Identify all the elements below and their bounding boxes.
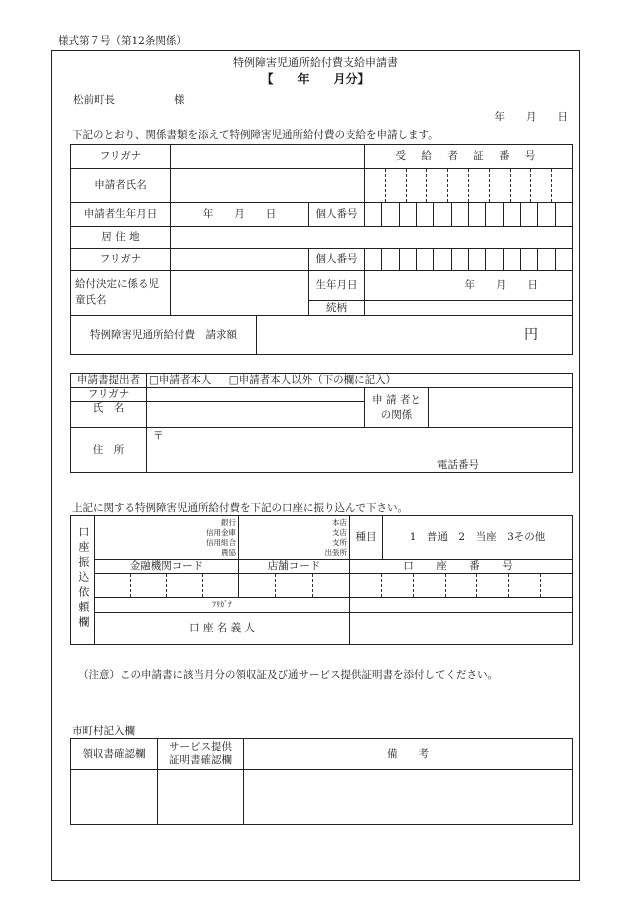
service-check-field[interactable]	[158, 770, 244, 825]
submitter-furigana-field[interactable]	[147, 388, 365, 402]
account-holder-field[interactable]	[350, 613, 573, 645]
bank-code-boxes[interactable]	[95, 574, 239, 598]
claim-amount-label: 特例障害児通所給付費 請求額	[71, 316, 257, 355]
account-number-label: 口 座 番 号	[350, 560, 573, 574]
submitter-furigana-label: フリガナ	[71, 388, 147, 402]
applicant-name-label: 申請者氏名	[71, 169, 171, 203]
child-furigana-label: フリガナ	[71, 249, 171, 271]
bank-intro: 上記に関する特例障害児通所給付費を下記の口座に振り込んで下さい。	[72, 502, 408, 514]
child-dob-field[interactable]: 年 月 日	[365, 271, 573, 301]
submitter-address-field[interactable]	[147, 428, 573, 473]
holder-furigana-field[interactable]	[350, 598, 573, 613]
address-field[interactable]	[171, 227, 573, 249]
intro-text: 下記のとおり、関係書類を添えて特例障害児通所給付費の支給を申請します。	[72, 129, 439, 141]
account-number-boxes[interactable]	[350, 574, 573, 598]
receipt-check-label: 領収書確認欄	[71, 739, 158, 770]
submitter-label: 申請書提出者	[71, 374, 147, 388]
phone-label: 電話番号	[437, 459, 479, 471]
attachment-note: （注意）この申請書に該当月分の領収証及び通サービス提供証明書を添付してください。	[78, 669, 498, 681]
service-check-label: サービス提供証明書確認欄	[158, 739, 244, 770]
municipal-section-title: 市町村記入欄	[72, 725, 135, 737]
remarks-label: 備 考	[244, 739, 573, 770]
holder-furigana-label: ﾌﾘｶﾞﾅ	[95, 598, 350, 613]
bank-name-field[interactable]: 銀行 信用金庫 信用組合 農協	[95, 516, 239, 560]
form-period: 【 年 月分】	[261, 72, 370, 86]
submitter-relation-label: 申 請 者との関係	[365, 388, 429, 428]
personal-number-label: 個人番号	[309, 203, 365, 227]
applicant-table	[70, 144, 573, 355]
submitter-relation-field[interactable]	[429, 388, 573, 428]
addressee: 松前町長	[73, 94, 115, 106]
relationship-field[interactable]	[365, 301, 573, 316]
remarks-field[interactable]	[244, 770, 573, 825]
child-personal-number-label: 個人番号	[309, 249, 365, 271]
form-number: 様式第７号（第12条関係）	[58, 35, 187, 47]
child-furigana-field[interactable]	[171, 249, 309, 271]
applicant-dob-label: 申請者生年月日	[71, 203, 171, 227]
furigana-label: フリガナ	[71, 145, 171, 169]
postal-mark: 〒	[153, 430, 164, 442]
recipient-number-boxes[interactable]	[365, 169, 573, 203]
form-title: 特例障害児通所給付費支給申請書	[233, 56, 398, 69]
child-dob-label: 生年月日	[309, 271, 365, 301]
submitter-name-field[interactable]	[147, 402, 365, 428]
branch-code-label: 店舗コード	[239, 560, 350, 574]
addressee-honorific: 様	[174, 94, 185, 106]
bank-side-label: 口座振込依頼欄	[71, 516, 95, 645]
branch-name-field[interactable]: 本店 支店 支所 出張所	[239, 516, 350, 560]
account-holder-label: 口 座 名 義 人	[95, 613, 350, 645]
municipal-table	[70, 738, 573, 825]
option-other-person[interactable]: □申請者本人以外（下の欄に記入）	[228, 374, 397, 387]
address-label: 居 住 地	[71, 227, 171, 249]
receipt-check-field[interactable]	[71, 770, 158, 825]
claim-amount-field[interactable]: 円	[257, 316, 573, 355]
application-date: 年 月 日	[494, 111, 568, 123]
account-type-label: 種目	[350, 516, 383, 560]
recipient-number-label: 受 給 者 証 番 号	[365, 145, 573, 169]
child-name-label: 給付決定に係る児童氏名	[71, 271, 171, 316]
submitter-options[interactable]	[147, 374, 573, 388]
personal-number-boxes[interactable]	[365, 203, 573, 227]
option-applicant-self[interactable]: □申請者本人	[149, 374, 212, 387]
account-type-options[interactable]: 1 普通 2 当座 3その他	[383, 516, 573, 560]
branch-code-boxes[interactable]	[239, 574, 350, 598]
furigana-field[interactable]	[171, 145, 365, 169]
submitter-table	[70, 373, 573, 473]
bank-code-label: 金融機関コード	[95, 560, 239, 574]
relationship-label: 続柄	[309, 301, 365, 316]
applicant-name-field[interactable]	[171, 169, 365, 203]
submitter-address-label: 住 所	[71, 428, 147, 473]
child-personal-number-boxes[interactable]	[365, 249, 573, 271]
bank-transfer-table	[70, 515, 573, 645]
applicant-dob-field[interactable]: 年 月 日	[171, 203, 309, 227]
child-name-field[interactable]	[171, 271, 309, 316]
submitter-name-label: 氏 名	[71, 402, 147, 428]
